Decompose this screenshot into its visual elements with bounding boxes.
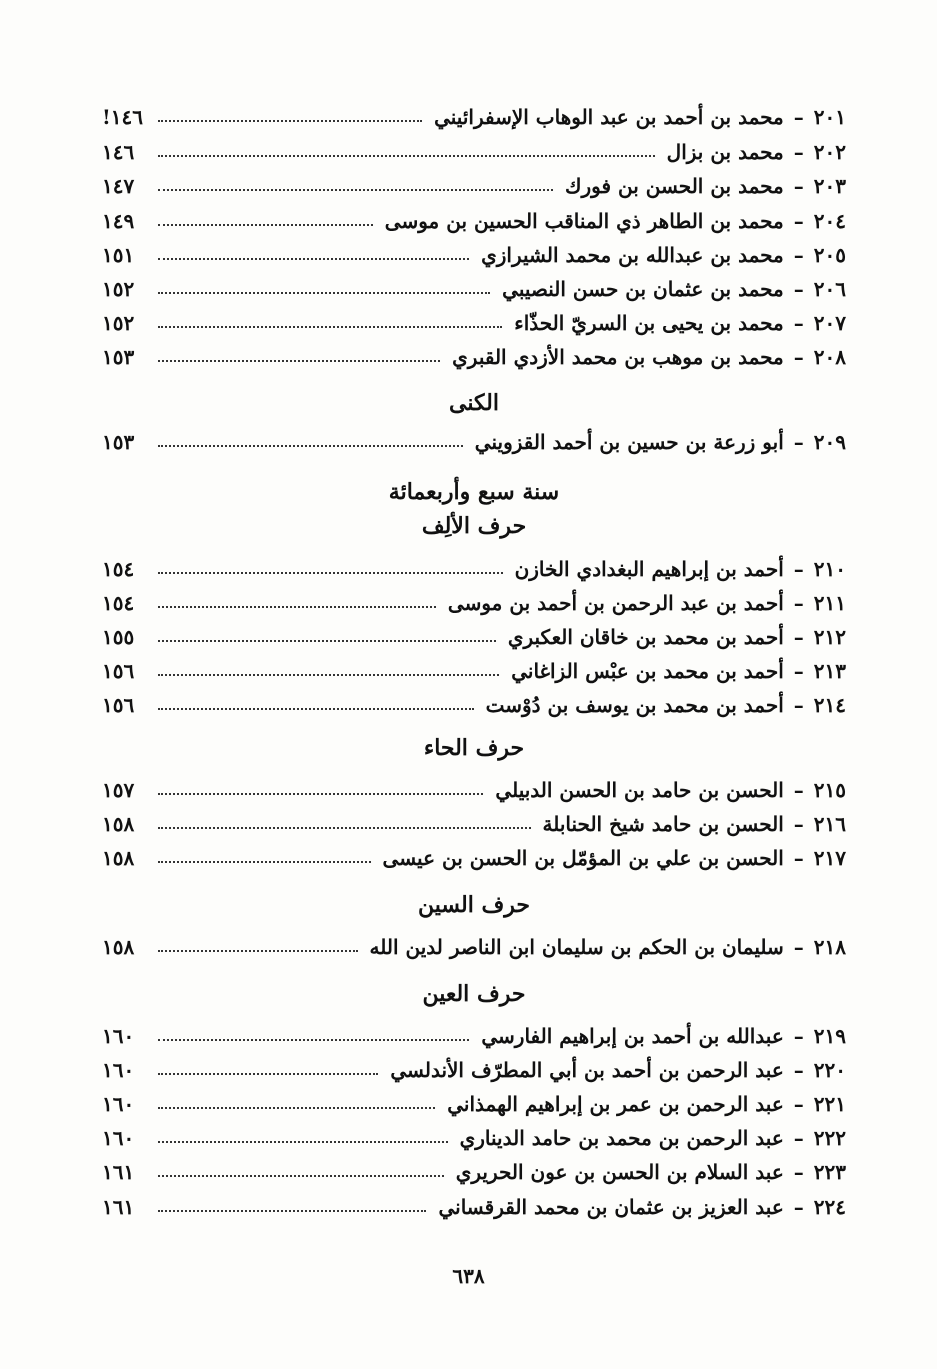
index-entry [102,275,846,303]
entry-dash: – [793,174,804,198]
entry-dash: – [793,693,804,717]
entry-page: ١٦٠ [102,1024,135,1048]
entry-number: ٢١١ [813,591,846,615]
entry-number: ٢٠٩ [813,430,846,454]
index-entry [102,1124,846,1152]
leader-dots [158,861,371,863]
leader-dots [158,1107,435,1109]
entry-name: الحسن بن حامد بن الحسن الدبيلي [495,778,784,802]
entry-page: ١٥١ [102,243,135,267]
entry-name: أبو زرعة بن حسين بن أحمد القزويني [474,430,784,454]
entry-page: ١٤٦! [102,105,144,129]
entry-page: ١٥٥ [102,625,135,649]
entry-page: ١٥٨ [102,935,135,959]
entry-page: ١٥٨ [102,812,135,836]
leader-dots [158,827,531,829]
entry-dash: – [793,591,804,615]
index-entry [102,933,846,961]
entry-page: ١٥٨ [102,846,135,870]
entry-dash: – [793,311,804,335]
entry-page: ١٥٤ [102,591,135,615]
page-number: ٦٣٨ [452,1264,485,1288]
entry-name: عبد الرحمن بن محمد بن حامد الديناري [459,1126,784,1150]
entry-number: ٢٠٥ [813,243,846,267]
leader-dots [158,1039,469,1041]
leader-dots [158,793,483,795]
entry-name: محمد بن الحسن بن فورك [564,174,784,198]
entry-number: ٢١٤ [813,693,846,717]
entry-page: ١٤٩ [102,209,135,233]
leader-dots [158,224,373,226]
entry-number: ٢٠٣ [813,174,846,198]
entry-dash: – [793,243,804,267]
entry-number: ٢٢١ [813,1092,846,1116]
entry-name: أحمد بن محمد بن خاقان العكبري [507,625,784,649]
entry-name: أحمد بن محمد بن يوسف بن دُوْست [485,693,784,717]
leader-dots [158,1073,378,1075]
index-entry [102,138,846,166]
entry-page: ١٥٣ [102,345,135,369]
section-heading: حرف العين [422,981,526,1007]
entry-name: أحمد بن عبد الرحمن بن أحمد بن موسى [447,591,784,615]
entry-number: ٢٢٤ [813,1195,846,1219]
entry-page: ١٥٧ [102,778,135,802]
entry-number: ٢٠٦ [813,277,846,301]
leader-dots [158,1141,448,1143]
entry-page: ١٥٣ [102,430,135,454]
entry-dash: – [793,1126,804,1150]
entry-number: ٢١٠ [813,557,846,581]
entry-number: ٢٠٨ [813,345,846,369]
leader-dots [158,1210,426,1212]
index-entry [102,343,846,371]
index-entry [102,1022,846,1050]
entry-name: محمد بن عبدالله بن محمد الشيرازي [481,243,784,267]
index-entry [102,657,846,685]
entry-dash: – [793,625,804,649]
entry-name: محمد بن عثمان بن حسن النصيبي [502,277,784,301]
entry-name: عبد الرحمن بن عمر بن إبراهيم الهمذاني [447,1092,784,1116]
entry-name: سليمان بن الحكم بن سليمان ابن الناصر لدين الله [369,935,784,959]
entry-dash: – [793,277,804,301]
entry-name: محمد بن موهب بن محمد الأزدي القبري [452,345,784,369]
entry-page: ١٦٠ [102,1092,135,1116]
index-entry [102,810,846,838]
entry-dash: – [793,209,804,233]
entry-page: ١٥٤ [102,557,135,581]
entry-name: محمد بن أحمد بن عبد الوهاب الإسفرائيني [434,105,784,129]
entry-page: ١٥٦ [102,693,135,717]
leader-dots [158,292,490,294]
index-entry [102,428,846,456]
entry-number: ٢٠٢ [813,140,846,164]
entry-name: أحمد بن محمد بن عبْس الزاغاني [511,659,784,683]
entry-name: أحمد بن إبراهيم البغدادي الخازن [514,557,784,581]
leader-dots [158,640,496,642]
index-entry [102,1056,846,1084]
entry-page: ١٦٠ [102,1058,135,1082]
leader-dots [158,326,502,328]
index-entry [102,241,846,269]
entry-number: ٢١٨ [813,935,846,959]
entry-dash: – [793,140,804,164]
index-entry [102,555,846,583]
entry-number: ٢١٥ [813,778,846,802]
section-heading: سنة سبع وأربعمائة [388,479,560,505]
entry-number: ٢٢٢ [813,1126,846,1150]
entry-page: ١٦٠ [102,1126,135,1150]
index-entry [102,103,846,131]
index-entry [102,207,846,235]
entry-number: ٢١٢ [813,625,846,649]
leader-dots [158,572,503,574]
entry-number: ٢١٩ [813,1024,846,1048]
leader-dots [158,120,422,122]
entry-page: ١٦١ [102,1160,135,1184]
index-entry [102,623,846,651]
entry-name: عبد الرحمن بن أحمد بن أبي المطرّف الأندلسي [390,1058,784,1082]
entry-page: ١٥٢ [102,277,135,301]
index-entry [102,1158,846,1186]
leader-dots [158,360,440,362]
index-entry [102,309,846,337]
leader-dots [158,155,655,157]
entry-page: ١٥٦ [102,659,135,683]
entry-dash: – [793,557,804,581]
index-entry [102,691,846,719]
entry-dash: – [793,1024,804,1048]
section-heading: حرف الحاء [423,735,525,761]
entry-dash: – [793,1092,804,1116]
entry-dash: – [793,345,804,369]
entry-number: ٢١٣ [813,659,846,683]
entry-name: عبد السلام بن الحسن بن عون الحريري [455,1160,784,1184]
entry-dash: – [793,935,804,959]
entry-number: ٢٢٣ [813,1160,846,1184]
leader-dots [158,258,469,260]
leader-dots [158,950,358,952]
entry-dash: – [793,430,804,454]
entry-number: ٢١٧ [813,846,846,870]
index-entry [102,1090,846,1118]
entry-dash: – [793,1195,804,1219]
entry-dash: – [793,812,804,836]
entry-dash: – [793,1058,804,1082]
leader-dots [158,445,463,447]
index-entry [102,776,846,804]
entry-page: ١٥٢ [102,311,135,335]
entry-name: الحسن بن علي بن المؤمّل بن الحسن بن عيسى [382,846,784,870]
leader-dots [158,606,436,608]
entry-number: ٢٠٤ [813,209,846,233]
entry-name: محمد بن بزال [666,140,784,164]
entry-page: ١٦١ [102,1195,135,1219]
leader-dots [158,189,553,191]
index-entry [102,589,846,617]
entry-number: ٢٠١ [813,105,846,129]
leader-dots [158,674,499,676]
entry-page: ١٤٦ [102,140,135,164]
index-entry [102,1193,846,1221]
entry-name: محمد بن يحيى بن السريّ الحذّاء [514,311,784,335]
section-heading: الكنى [449,390,499,416]
section-heading: حرف السين [417,892,531,918]
index-entry [102,844,846,872]
entry-name: الحسن بن حامد شيخ الحنابلة [542,812,784,836]
entry-number: ٢٢٠ [813,1058,846,1082]
entry-name: عبدالله بن أحمد بن إبراهيم الفارسي [481,1024,784,1048]
entry-number: ٢١٦ [813,812,846,836]
entry-page: ١٤٧ [102,174,135,198]
entry-dash: – [793,1160,804,1184]
entry-name: محمد بن الطاهر ذي المناقب الحسين بن موسى [384,209,784,233]
entry-number: ٢٠٧ [813,311,846,335]
entry-dash: – [793,846,804,870]
section-heading: حرف الألِف [421,513,527,539]
index-entry [102,172,846,200]
entry-dash: – [793,105,804,129]
entry-dash: – [793,778,804,802]
entry-dash: – [793,659,804,683]
leader-dots [158,1175,444,1177]
entry-name: عبد العزيز بن عثمان بن محمد القرقساني [438,1195,784,1219]
leader-dots [158,708,474,710]
